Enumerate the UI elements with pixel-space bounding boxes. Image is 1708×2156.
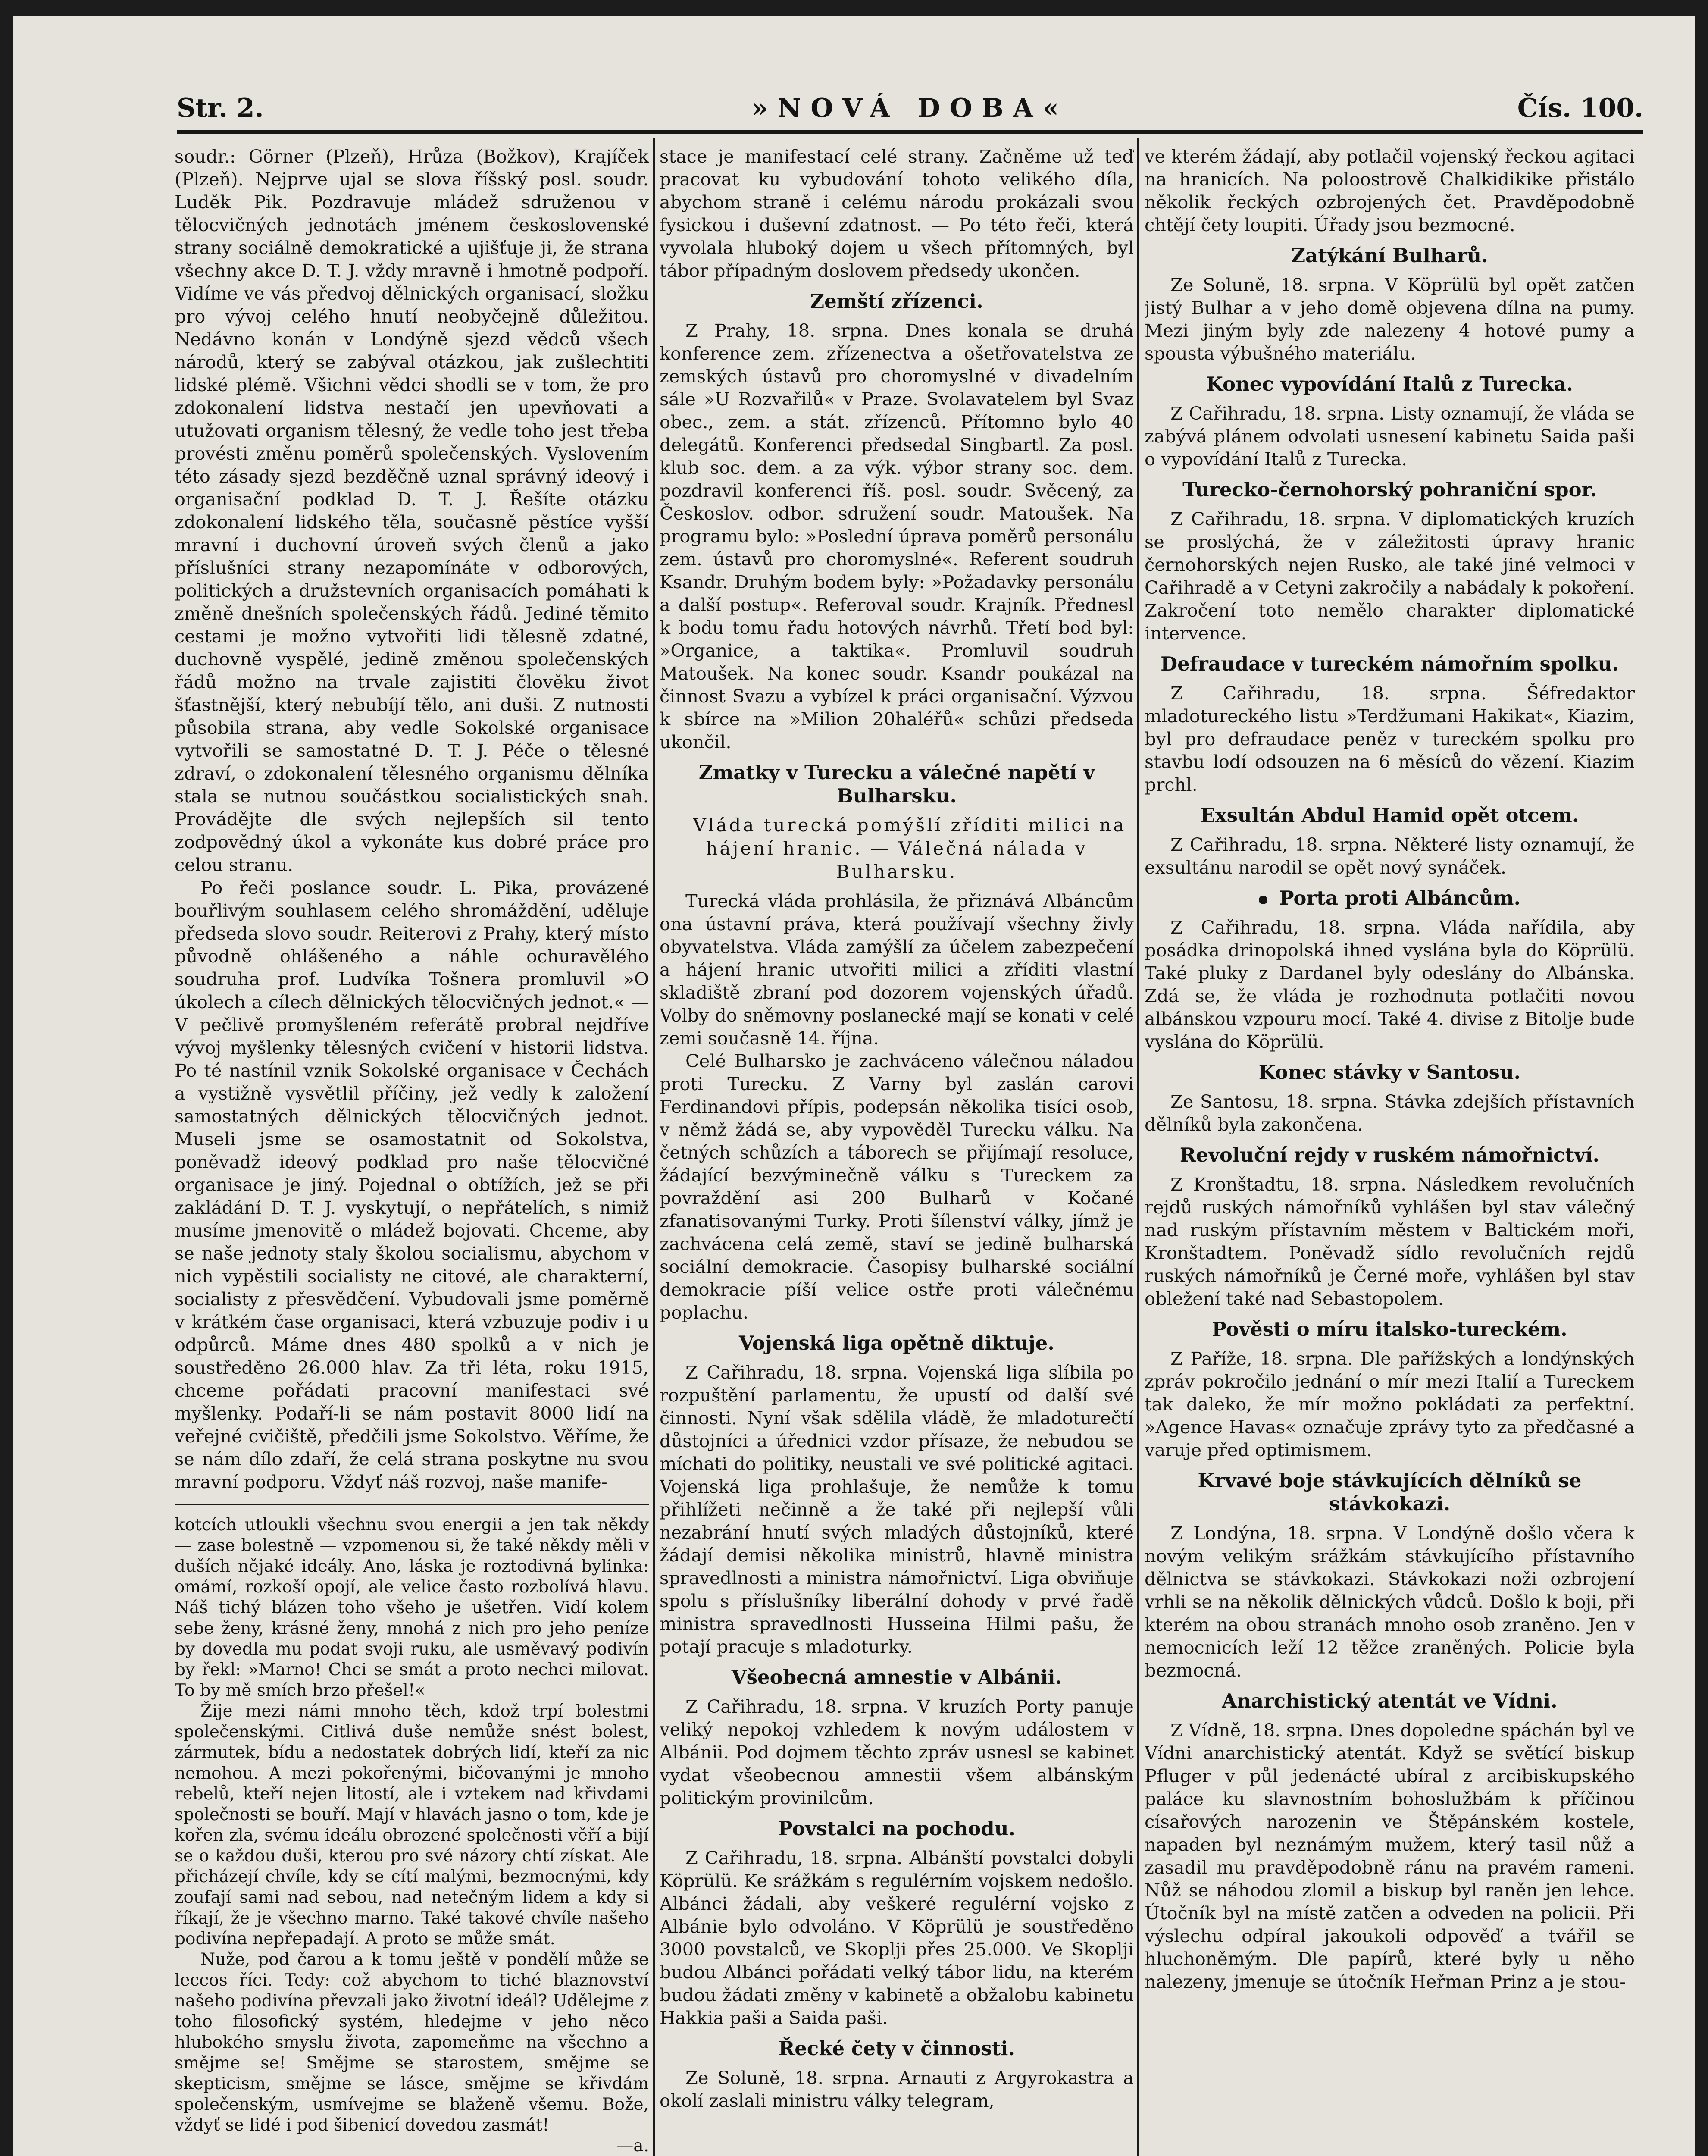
article-heading: Všeobecná amnestie v Albánii. bbox=[731, 1666, 1062, 1689]
article-heading: Konec stávky v Santosu. bbox=[1258, 1061, 1521, 1084]
article-paragraph: Z Prahy, 18. srpna. Dnes konala se druhá konference zem. zřízenectva a ošetřovatelstva ze zemských ústavů pro choromyslné v divadelním sále »U Rozvařilů« v Praze. Svolavatelem byl Svaz obec., zem. a stát. zřízenců. Přítomno bylo 40 delegátů. Konferenci předsedal Singbartl. Za posl. klub soc. dem. a za výk. výbor strany soc. dem. pozdravil konferenci říš. posl. soudr. Svěcený, za Českoslov. odbor. sdružení soudr. Matoušek. Na programu bylo: »Poslední úprava poměrů personálu zem. ústavů pro choromyslné«. Referent soudruh Ksandr. Druhým bodem byly: »Požadavky personálu a další postup«. Referoval soudr. Krajník. Přednesl k bodu tomu řadu hotových návrhů. Třetí bod byl: »Organice, a taktika«. Promluvil soudruh Matoušek. Na konec soudr. Ksandr poukázal na činnost Svazu a vybízel k práci organisační. Výzvou k sbírce na »Milion 20haléřů« schůzi předseda ukončil. bbox=[660, 320, 1134, 752]
article-paragraph: Ze Soluně, 18. srpna. V Köprülü byl opět zatčen jistý Bulhar a v jeho domě objevena dílna na pumy. Mezi jiným byly zde nalezeny 4 hotové pumy a spousta výbušného materiálu. bbox=[1145, 274, 1635, 364]
article-paragraph: Z Cařihradu, 18. srpna. Některé listy oznamují, že exsultánu narodil se opět nový synáček. bbox=[1145, 834, 1635, 878]
article-heading: Povstalci na pochodu. bbox=[778, 1817, 1016, 1840]
column-3 bbox=[1145, 145, 1635, 2156]
article-paragraph: Ze Santosu, 18. srpna. Stávka zdejších přístavních dělníků byla zakončena. bbox=[1145, 1091, 1635, 1135]
article-heading: Vojenská liga opětně diktuje. bbox=[739, 1332, 1054, 1354]
article-paragraph: soudr.: Görner (Plzeň), Hrůza (Božkov), Krajíček (Plzeň). Nejprve ujal se slova říšský posl. soudr. Luděk Pik. Pozdravuje mládež sdruženou v tělocvičných jednotách jménem československé strany sociálně demokratické a ujišťuje ji, že strana všechny akce D. T. J. vždy mravně i hmotně podpoří. Vidíme ve vás předvoj dělnických organisací, složku pro vývoj celého hnutí neobyčejně důležitou. Nedávno konán v Londýně sjezd vědců všech národů, který se zabýval otázkou, jak zušlechtiti lidské plémě. Všichni vědci shodli se v tom, že pro zdokonalení lidstva nestačí jen upevňovati a utužovati organism tělesný, že vedle toho jest třeba provésti změnu poměrů společenských. Vyslovením této zásady sjezd bezděčně uznal správný ideový i organisační podklad D. T. J. Řešíte otázku zdokonalení lidského těla, současně pěstíce vyšší mravní i duchovní úroveň svých členů a jako příslušníci strany nezapomínáte v odborových, politických a družstevních organisacích pomáhati k změně dnešních společenských řádů. Jediné těmito cestami je možno vytvořiti lidi tělesně zdatné, duchovně vyspělé, jedině změnou společenských řádů možno na trvale zajistiti člověku život šťastnější, který nebubíjí tělo, ani duši. Z nutnosti působila strana, aby vedle Sokolské organisace vytvořili se samostatné D. T. J. Péče o tělesné zdraví, o zdokonalení tělesného organismu dělníka stala se nutnou součástkou socialistických snah. Provádějte dle svých nejlepších sil tento zodpovědný úkol a vykonáte kus dobré práce pro celou stranu. bbox=[175, 146, 649, 875]
feuilleton-rule bbox=[175, 1504, 649, 1505]
article-heading: Krvavé boje stávkujících dělníků se stávkokazi. bbox=[1198, 1469, 1582, 1515]
article-heading: Anarchistický atentát ve Vídni. bbox=[1222, 1689, 1558, 1712]
feuilleton-paragraph: Žije mezi námi mnoho těch, kdož trpí bolestmi společenskými. Citlivá duše nemůže snést bolest, zármutek, bídu a nedostatek dobrých lidí, kteří za nic nemohou. A mezi pokořenými, bičovanými je mnoho rebelů, kteří nejen litostí, ale i vztekem nad křivdami společnosti se bouří. Mají v hlavách jasno o tom, kde je kořen zla, svému ideálu obrozené společnosti věří a bijí se o každou duši, kterou pro své názory chtí získat. Ale přicházejí chvíle, kdy se cítí malými, bezmocnými, kdy zoufají sami nad sebou, nad netečným lidem a kdy si říkají, že je všechno marno. Také takové chvíle našeho podivína nepřepadají. A proto se může smát. bbox=[175, 1702, 649, 1949]
article-heading: Turecko-černohorský pohraniční spor. bbox=[1182, 478, 1597, 501]
bullet-dot bbox=[1259, 896, 1267, 904]
article-paragraph: Z Paříže, 18. srpna. Dle pařížských a londýnských zpráv pokročilo jednání o mír mezi Italií a Tureckem tak daleko, že mír možno pokládati za perfektní. »Agence Havas« označuje zprávy tyto za předčasné a varuje před optimismem. bbox=[1145, 1348, 1635, 1460]
article-paragraph: Z Cařihradu, 18. srpna. Listy oznamují, že vláda se zabývá plánem odvolati usnesení kabinetu Saida paši o vypovídání Italů z Turecka. bbox=[1145, 403, 1635, 470]
feuilleton-signature: —a. bbox=[616, 2136, 649, 2156]
article-paragraph: stace je manifestací celé strany. Začněme už teď pracovat ku vybudování tohoto velikého díla, abychom straně i celému národu prokázali svou fysickou i duševní zdatnost. — Po této řeči, která vyvolala hluboký dojem u všech přítomných, byl tábor případným doslovem předsedy ukončen. bbox=[660, 146, 1134, 281]
article-paragraph: Z Vídně, 18. srpna. Dnes dopoledne spáchán byl ve Vídni anarchistický atentát. Když se světící biskup Pfluger v půl jedenácté ubíral z arcibiskupského paláce ku slavnostním bohoslužbám k příčinou císařových narozenin ve Štěpánském kostele, napaden byl neznámým mužem, který tasil nůž a zasadil mu pravděpodobně ránu na pravém rameni. Nůž se náhodou zlomil a biskup byl raněn jen lehce. Útočník byl na místě zatčen a odveden na policii. Při výslechu odpíral jakoukoli odpověď a tvářil se hluchoněmým. Dle papírů, které byly u něho nalezeny, jmenuje se útočník Heřman Prinz a je stou- bbox=[1145, 1720, 1635, 1992]
article-heading-text: Porta proti Albáncům. bbox=[1279, 887, 1521, 909]
article-paragraph: Z Cařihradu, 18. srpna. Albánští povstalci dobyli Köprülü. Ke srážkám s regulérním vojskem nedošlo. Albánci žádali, aby veškeré regulérní vojsko z Albánie bylo odvoláno. V Köprülü je soustředěno 3000 povstalců, ve Skoplji přes 25.000. Ve Skoplji budou Albánci pořádati velký tábor lidu, na kterém budou žádati změny v kabinetě a obžalobu kabinetu Hakkia paši a Saida paši. bbox=[660, 1847, 1134, 2028]
article-paragraph: Z Londýna, 18. srpna. V Londýně došlo včera k novým velikým srážkám stávkujícího přístavního dělnictva se stávkokazi. Stávkokazi noži ozbrojení vrhli se na několik dělnických vůdců. Došlo k boji, při kterém na obou stranách mnoho osob zraněno. Jen v nemocnicích leží 12 těžce zraněných. Policie byla bezmocná. bbox=[1145, 1523, 1635, 1681]
article-paragraph: Z Cařihradu, 18. srpna. V diplomatických kruzích se proslýchá, že v záležitosti úpravy hranic černohorských nejen Rusko, ale také jiné velmoci v Cařihradě a v Cetyni zakročily a nabádaly k pokoření. Zakročení toto nemělo charakter diplomatické intervence. bbox=[1145, 508, 1635, 644]
feuilleton-paragraph: kotcích utloukli všechnu svou energii a jen tak někdy — zase bolestně — vzpomenou si, že také někdy měli v duších nějaké ideály. Ano, láska je roztodivná bylinka: omámí, rozkoší opojí, ale velice často rozbolívá hlavu. Náš tichý blázen toho všeho je ušetřen. Vidí kolem sebe ženy, krásné ženy, mnohá z nich pro jeho peníze by dovedla mu podat svoji ruku, ale usměvavý podivín by řekl: »Marno! Chci se smát a proto nechci milovat. To by mě smích brzo přešel!« bbox=[175, 1515, 649, 1700]
article-paragraph: Z Cařihradu, 18. srpna. V kruzích Porty panuje veliký nepokoj vzhledem k novým událostem v Albánii. Pod dojmem těchto zpráv usnesl se kabinet vydat všeobecnou amnestii všem albánským politickým provinilcům. bbox=[660, 1696, 1134, 1808]
article-paragraph: Turecká vláda prohlásila, že přiznává Albáncům ona ústavní práva, která používají všechny živly obyvatelstva. Vláda zamýšlí za účelem zabezpečení a hájení hranic utvořiti milici a zříditi vlastní skladiště zbraní pod dozorem vojenských úřadů. Volby do sněmovny poslanecké mají se konati v celé zemi současně 14. října. bbox=[660, 890, 1134, 1049]
column-2 bbox=[660, 145, 1134, 2156]
header-rule bbox=[177, 130, 1643, 134]
column-divider bbox=[653, 138, 655, 2156]
article-heading: Zatýkání Bulharů. bbox=[1291, 244, 1488, 267]
article-heading: Konec vypovídání Italů z Turecka. bbox=[1206, 373, 1573, 395]
page-number: Str. 2. bbox=[177, 93, 264, 123]
article-paragraph: Celé Bulharsko je zachváceno válečnou náladou proti Turecku. Z Varny byl zaslán carovi Ferdinandovi přípis, podepsán několika tisíci osob, v němž žádá se, aby vypověděl Turecku válku. Na četných schůzích a táborech se přijímají resoluce, žádající bezvýminečně válku s Tureckem za povraždění asi 200 Bulharů v Kočané zfanatisovanými Turky. Proti šílenství války, jímž je zachvácena celá země, staví se jedině bulharská sociální demokracie. Časopisy bulharské sociální demokracie píší velice ostře proti válečnému poplachu. bbox=[660, 1050, 1134, 1323]
article-paragraph: Z Cařihradu, 18. srpna. Vojenská liga slíbila po rozpuštění parlamentu, že upustí od další své činnosti. Nyní však sdělila vládě, že mladoturečtí důstojníci a úřednici vzdor přísaze, že nebudou se míchati do politiky, neustali ve své politické agitaci. Vojenská liga prohlašuje, že nemůže k tomu přihlížeti nečinně a že také při nejlepší vůli nezabrání hnutí svých mladých důstojníků, které žádají demisi několika ministrů, hlavně ministra spravedlnosti a ministra námořnictví. Liga obviňuje spolu s příslušníky liberální dohody v prvé řadě ministra spravedlnosti Husseina Hilmi pašu, že potají pracuje s mladoturky. bbox=[660, 1362, 1134, 1657]
article-heading: Defraudace v tureckém námořním spolku. bbox=[1161, 652, 1619, 675]
article-heading: Zemští zřízenci. bbox=[810, 290, 983, 313]
page-header bbox=[177, 80, 1643, 132]
article-paragraph: Po řeči poslance soudr. L. Pika, provázené bouřlivým souhlasem celého shromáždění, uděluje předseda slovo soudr. Reiterovi z Prahy, který místo původně ohlášeného a náhle ochuravělého soudruha prof. Ludvíka Tošnera promluvil »O úkolech a cílech dělnických tělocvičných jednot.« — V pečlivě promyšleném referátě probral nejdříve vývoj myšlenky tělesných cvičení v historii lidstva. Po té nastínil vznik Sokolské organisace v Čechách a vystižně vysvětlil příčiny, jež vedly k založení samostatných dělnických tělocvičných jednot. Museli jsme se osamostatnit od Sokolstva, poněvadž ideový podklad pro naše tělocvičné organisace je jiný. Pojednal o obtížích, jež se při zakládání D. T. J. vyskytují, o nepřátelích, s nimiž musíme jmenovitě o mládež bojovati. Chceme, aby se naše jednoty staly školou socialismu, abychom v nich vypěstili socialisty ne citové, ale charakterní, socialisty z přesvědčení. Vybudovali jsme poměrně v krátkém čase organisaci, která vzbuzuje podiv i u odpůrců. Máme dnes 480 spolků a v nich je soustředěno 26.000 hlav. Za tři léta, roku 1915, chceme pořádati pracovní manifestaci své myšlenky. Podaří-li se nám postavit 8000 lidí na veřejné cvičiště, předčili jsme Sokolstvo. Věříme, že se nám dílo zdaří, že celá strana poskytne nu svou mravní podporu. Vždyť náš rozvoj, naše manife- bbox=[175, 877, 649, 1492]
issue-number: Čís. 100. bbox=[1517, 93, 1643, 123]
article-heading-with-bullet bbox=[1145, 887, 1635, 910]
article-paragraph: ve kterém žádají, aby potlačil vojenský řeckou agitaci na hranicích. Na poloostrově Chalkidikike přistálo několik řeckých ozbrojených čet. Pravděpodobně chtějí čety loupiti. Úřady jsou bezmocné. bbox=[1145, 146, 1635, 235]
article-heading: Revoluční rejdy v ruském námořnictví. bbox=[1179, 1144, 1600, 1166]
column-1 bbox=[175, 145, 649, 2156]
article-paragraph: Z Cařihradu, 18. srpna. Vláda nařídila, aby posádka drinopolská ihned vyslána byla do Köprülü. Také pluky z Dardanel byly odeslány do Albánska. Zdá se, že vláda je rozhodnuta potlačiti novou albánskou vzpouru mocí. Také 4. divise z Bitolje bude vyslána do Köprülü. bbox=[1145, 917, 1635, 1052]
column-divider bbox=[1137, 138, 1139, 2156]
feuilleton-paragraph: Nuže, pod čarou a k tomu ještě v pondělí může se leccos říci. Tedy: což abychom to tiché blaznovství našeho podivína převzali jako životní ideál? Udělejme z toho filosofický systém, hledejme v jeho něco hlubokého smyslu života, zapomeňme na všechno a smějme se! Smějme se starostem, smějme se skepticism, smějme se lásce, smějme se křivdám společenským, usmívejme se blaženě všemu. Bože, vždyť se lidé i pod šibenicí dovedou zasmát! bbox=[175, 1950, 649, 2135]
article-heading: Zmatky v Turecku a válečné napětí v Bulharsku. bbox=[698, 761, 1095, 807]
article-heading: Řecké čety v činnosti. bbox=[778, 2037, 1015, 2060]
article-paragraph: Z Kronštadtu, 18. srpna. Následkem revolučních rejdů ruských námořníků vyhlášen byl stav válečný nad ruským přístavním městem v Baltickém moři, Kronštadtem. Poněvadž sídlo revolučních rejdů ruských námořníků je Černé moře, vyhlášen byl stav obležení také nad Sebastopolem. bbox=[1145, 1174, 1635, 1309]
article-paragraph: Z Cařihradu, 18. srpna. Šéfredaktor mladotureckého listu »Terdžumani Hakikat«, Kiazim, byl pro defraudace peněz v tureckém spolku pro stavbu lodí odsouzen na 6 měsíců do vězení. Kiazim prchl. bbox=[1145, 683, 1635, 795]
article-subheading: Vláda turecká pomýšlí zříditi milici na hájení hranic. — Válečná nálada v Bulharsku. bbox=[693, 815, 1126, 882]
newspaper-page bbox=[13, 16, 1695, 2156]
article-heading: Pověsti o míru italsko-tureckém. bbox=[1212, 1318, 1567, 1341]
article-heading: Exsultán Abdul Hamid opět otcem. bbox=[1200, 804, 1579, 827]
article-paragraph: Ze Soluně, 18. srpna. Arnauti z Argyrokastra a okolí zaslali ministru války telegram, bbox=[660, 2067, 1134, 2111]
newspaper-title: »NOVÁ DOBA« bbox=[752, 93, 1068, 123]
